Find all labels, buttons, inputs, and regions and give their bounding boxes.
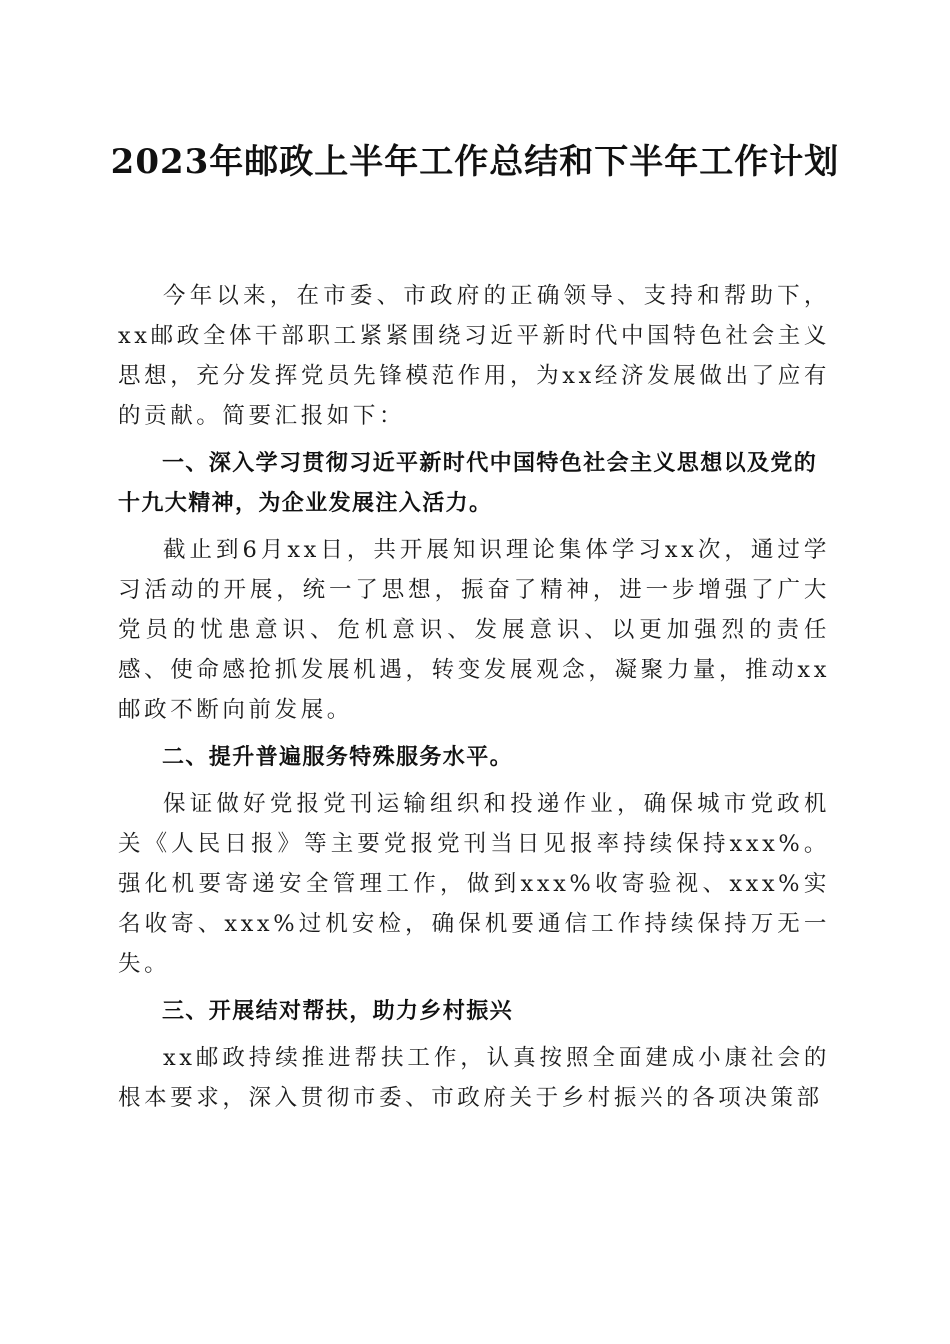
document-title: 2023年邮政上半年工作总结和下半年工作计划 — [110, 142, 840, 182]
intro-paragraph: 今年以来，在市委、市政府的正确领导、支持和帮助下，xx邮政全体干部职工紧紧围绕习近平新时代中国特色社会主义思想，充分发挥党员先锋模范作用，为xx经济发展做出了应有的贡献。简要汇报如下： — [118, 283, 830, 429]
section-3-paragraph: xx邮政持续推进帮扶工作，认真按照全面建成小康社会的根本要求，深入贯彻市委、市政府关于乡村振兴的各项决策部 — [118, 1045, 830, 1111]
section-3-heading: 三、开展结对帮扶，助力乡村振兴 — [162, 999, 514, 1024]
section-1-heading: 一、深入学习贯彻习近平新时代中国特色社会主义思想以及党的十九大精神，为企业发展注入活力。 — [118, 451, 818, 516]
section-1-paragraph: 截止到6月xx日，共开展知识理论集体学习xx次，通过学习活动的开展，统一了思想，振奋了精神，进一步增强了广大党员的忧患意识、危机意识、发展意识、以更加强烈的责任感、使命感抢抓发展机遇，转变发展观念，凝聚力量，推动xx邮政不断向前发展。 — [118, 537, 830, 723]
document-body — [118, 276, 830, 1118]
section-2-paragraph: 保证做好党报党刊运输组织和投递作业，确保城市党政机关《人民日报》等主要党报党刊当日见报率持续保持xxx%。强化机要寄递安全管理工作，做到xxx%收寄验视、xxx%实名收寄、xxx%过机安检，确保机要通信工作持续保持万无一失。 — [118, 791, 830, 977]
section-2-heading: 二、提升普遍服务特殊服务水平。 — [162, 745, 514, 770]
